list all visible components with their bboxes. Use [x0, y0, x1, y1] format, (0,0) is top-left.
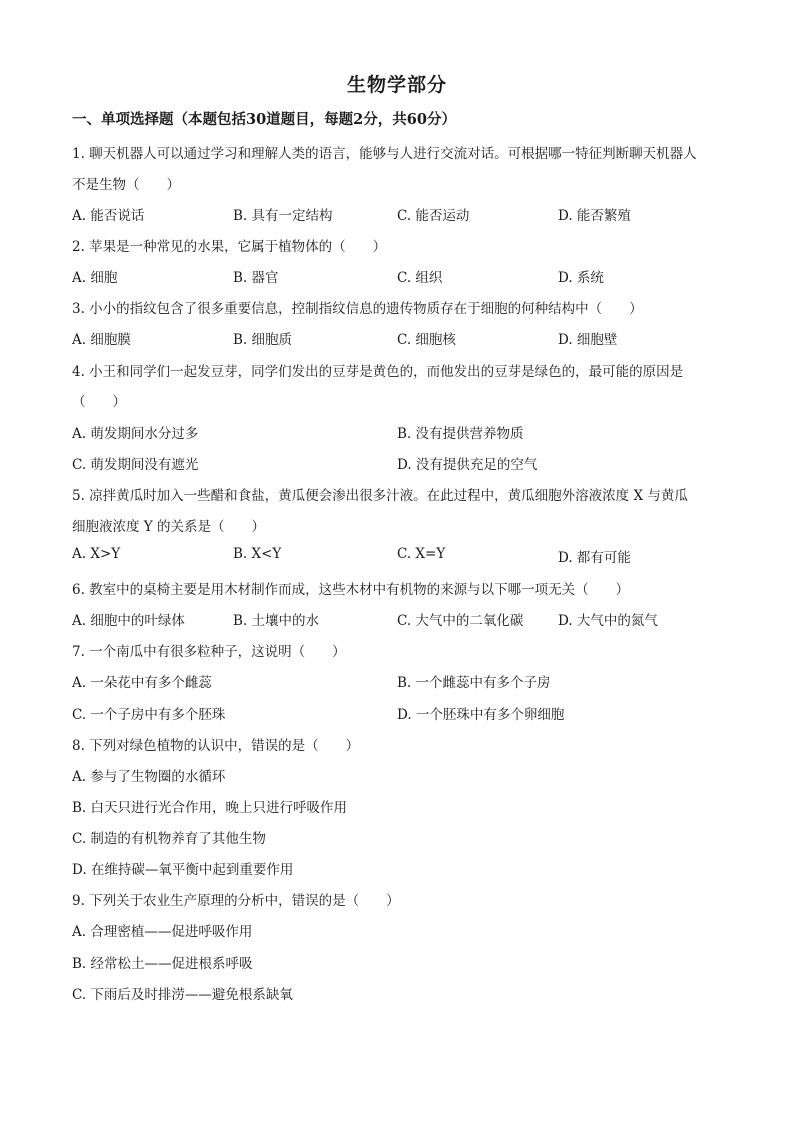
q5-option-c: C. X=Y [397, 546, 446, 562]
q9-option-b: B. 经常松土——促进根系呼吸 [72, 956, 253, 972]
question-3: 3. 小小的指纹包含了很多重要信息，控制指纹信息的遗传物质存在于细胞的何种结构中（ ） [72, 301, 643, 317]
q8-option-a: A. 参与了生物圈的水循环 [72, 769, 226, 785]
q8-option-b: B. 白天只进行光合作用，晚上只进行呼吸作用 [72, 800, 348, 816]
q7-option-a: A. 一朵花中有多个雌蕊 [72, 675, 212, 691]
q6-option-d: D. 大气中的氮气 [558, 613, 658, 629]
q5-option-d: D. 都有可能 [558, 550, 631, 566]
question-5-line-2: 细胞液浓度 Y 的关系是（ ） [72, 519, 265, 535]
question-2: 2. 苹果是一种常见的水果，它属于植物体的（ ） [72, 239, 387, 255]
q9-option-c: C. 下雨后及时排涝——避免根系缺氧 [72, 987, 293, 1003]
q7-option-c: C. 一个子房中有多个胚珠 [72, 707, 226, 723]
question-8: 8. 下列对绿色植物的认识中，错误的是（ ） [72, 738, 360, 754]
q7-option-b: B. 一个雌蕊中有多个子房 [397, 675, 551, 691]
q5-option-a: A. X>Y [72, 546, 121, 562]
question-4-line-2: （ ） [72, 394, 126, 410]
q2-option-d: D. 系统 [558, 270, 604, 286]
q1-option-d: D. 能否繁殖 [558, 208, 631, 224]
q4-option-c: C. 萌发期间没有遮光 [72, 457, 199, 473]
q3-option-b: B. 细胞质 [233, 332, 293, 348]
q4-option-a: A. 萌发期间水分过多 [72, 426, 199, 442]
q6-option-c: C. 大气中的二氧化碳 [397, 613, 524, 629]
question-1-line-1: 1. 聊天机器人可以通过学习和理解人类的语言，能够与人进行交流对话。可根据哪一特征判断聊天机器人 [72, 146, 697, 162]
q1-option-a: A. 能否说话 [72, 208, 145, 224]
q2-option-c: C. 组织 [397, 270, 443, 286]
page-title: 生物学部分 [346, 74, 447, 96]
q4-option-d: D. 没有提供充足的空气 [397, 457, 538, 473]
question-7: 7. 一个南瓜中有很多粒种子，这说明（ ） [72, 644, 346, 660]
q6-option-b: B. 土壤中的水 [233, 613, 320, 629]
q6-option-a: A. 细胞中的叶绿体 [72, 613, 185, 629]
q1-option-c: C. 能否运动 [397, 208, 470, 224]
question-1-line-2: 不是生物（ ） [72, 177, 180, 193]
q1-option-b: B. 具有一定结构 [233, 208, 333, 224]
q3-option-c: C. 细胞核 [397, 332, 456, 348]
question-9: 9. 下列关于农业生产原理的分析中，错误的是（ ） [72, 893, 400, 909]
question-5-line-1: 5. 凉拌黄瓜时加入一些醋和食盐，黄瓜便会渗出很多汁液。在此过程中，黄瓜细胞外溶液浓度 X 与黄瓜 [72, 488, 688, 504]
q2-option-a: A. 细胞 [72, 270, 118, 286]
q7-option-d: D. 一个胚珠中有多个卵细胞 [397, 707, 565, 723]
question-6: 6. 教室中的桌椅主要是用木材制作而成，这些木材中有机物的来源与以下哪一项无关（ ） [72, 582, 630, 598]
q8-option-d: D. 在维持碳—氧平衡中起到重要作用 [72, 862, 294, 878]
q5-option-b: B. X<Y [233, 546, 282, 562]
q4-option-b: B. 没有提供营养物质 [397, 426, 524, 442]
question-4-line-1: 4. 小王和同学们一起发豆芽，同学们发出的豆芽是黄色的，而他发出的豆芽是绿色的，最可能的原因是 [72, 364, 684, 380]
q3-option-d: D. 细胞壁 [558, 332, 618, 348]
q2-option-b: B. 器官 [233, 270, 279, 286]
q9-option-a: A. 合理密植——促进呼吸作用 [72, 924, 253, 940]
q3-option-a: A. 细胞膜 [72, 332, 131, 348]
q8-option-c: C. 制造的有机物养育了其他生物 [72, 831, 266, 847]
section-heading: 一、单项选择题（本题包括30道题目，每题2分，共60分） [72, 111, 456, 128]
